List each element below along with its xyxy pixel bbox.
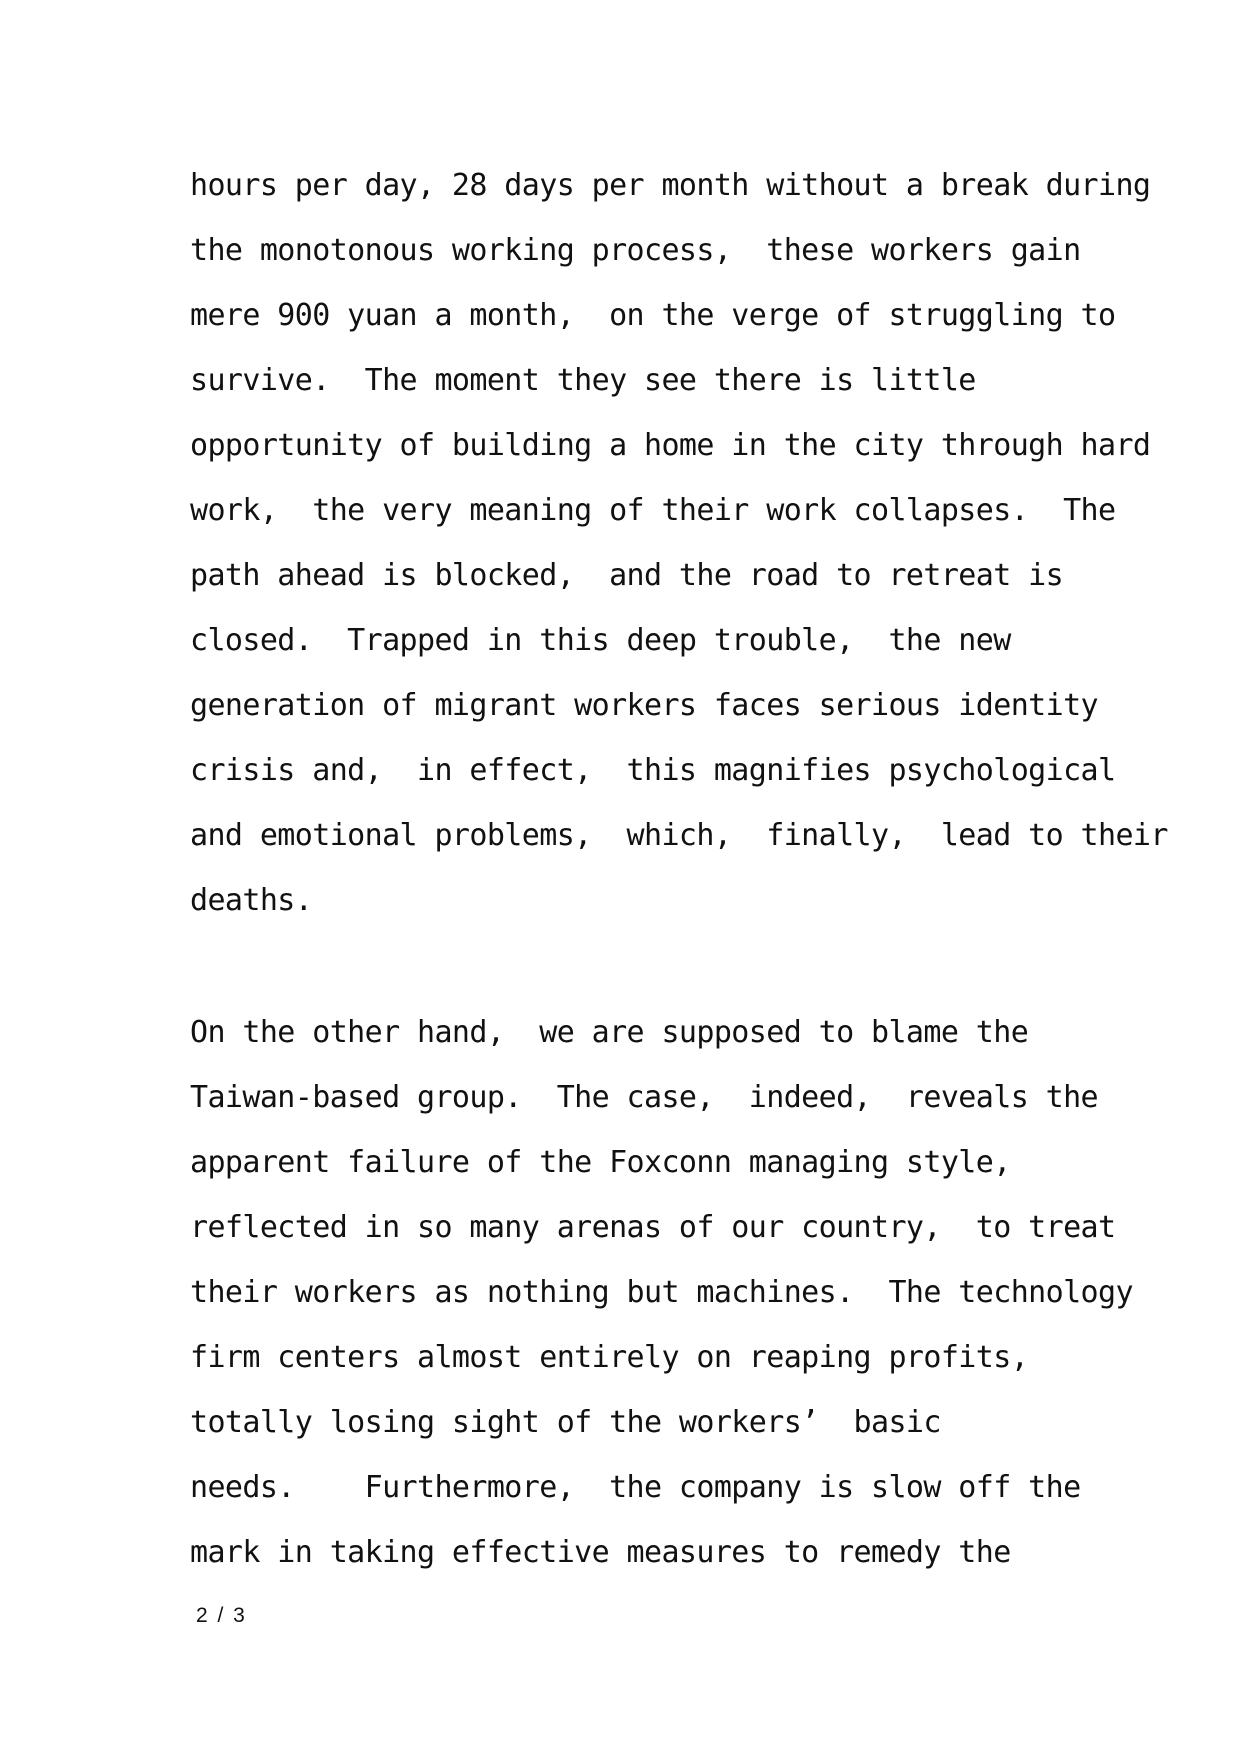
text-line: apparent failure of the Foxconn managing style, xyxy=(190,1145,1011,1180)
text-line: survive. The moment they see there is little xyxy=(190,363,976,398)
paragraph-2 xyxy=(190,1000,1133,1585)
text-line: reflected in so many arenas of our country, to treat xyxy=(190,1210,1116,1245)
text-line: generation of migrant workers faces serious identity xyxy=(190,688,1098,723)
text-line: deaths. xyxy=(190,883,313,918)
text-line: firm centers almost entirely on reaping profits, xyxy=(190,1340,1029,1375)
text-line: the monotonous working process, these workers gain xyxy=(190,233,1081,268)
text-line: Taiwan-based group. The case, indeed, reveals the xyxy=(190,1080,1098,1115)
paragraph-1 xyxy=(190,153,1168,933)
text-line: totally losing sight of the workers’ basic xyxy=(190,1405,941,1440)
text-line: crisis and, in effect, this magnifies psychological xyxy=(190,753,1116,788)
text-line: needs. Furthermore, the company is slow off the xyxy=(190,1470,1081,1505)
text-line: closed. Trapped in this deep trouble, the new xyxy=(190,623,1011,658)
text-line: mark in taking effective measures to remedy the xyxy=(190,1535,1011,1570)
text-line: and emotional problems, which, finally, lead to their xyxy=(190,818,1168,853)
text-line: path ahead is blocked, and the road to retreat is xyxy=(190,558,1064,593)
text-line: mere 900 yuan a month, on the verge of struggling to xyxy=(190,298,1116,333)
text-line: hours per day, 28 days per month without a break during xyxy=(190,168,1151,203)
page-number: 2 / 3 xyxy=(196,1604,247,1627)
text-line: work, the very meaning of their work collapses. The xyxy=(190,493,1116,528)
text-line: their workers as nothing but machines. The technology xyxy=(190,1275,1133,1310)
text-line: On the other hand, we are supposed to blame the xyxy=(190,1015,1029,1050)
text-line: opportunity of building a home in the city through hard xyxy=(190,428,1151,463)
